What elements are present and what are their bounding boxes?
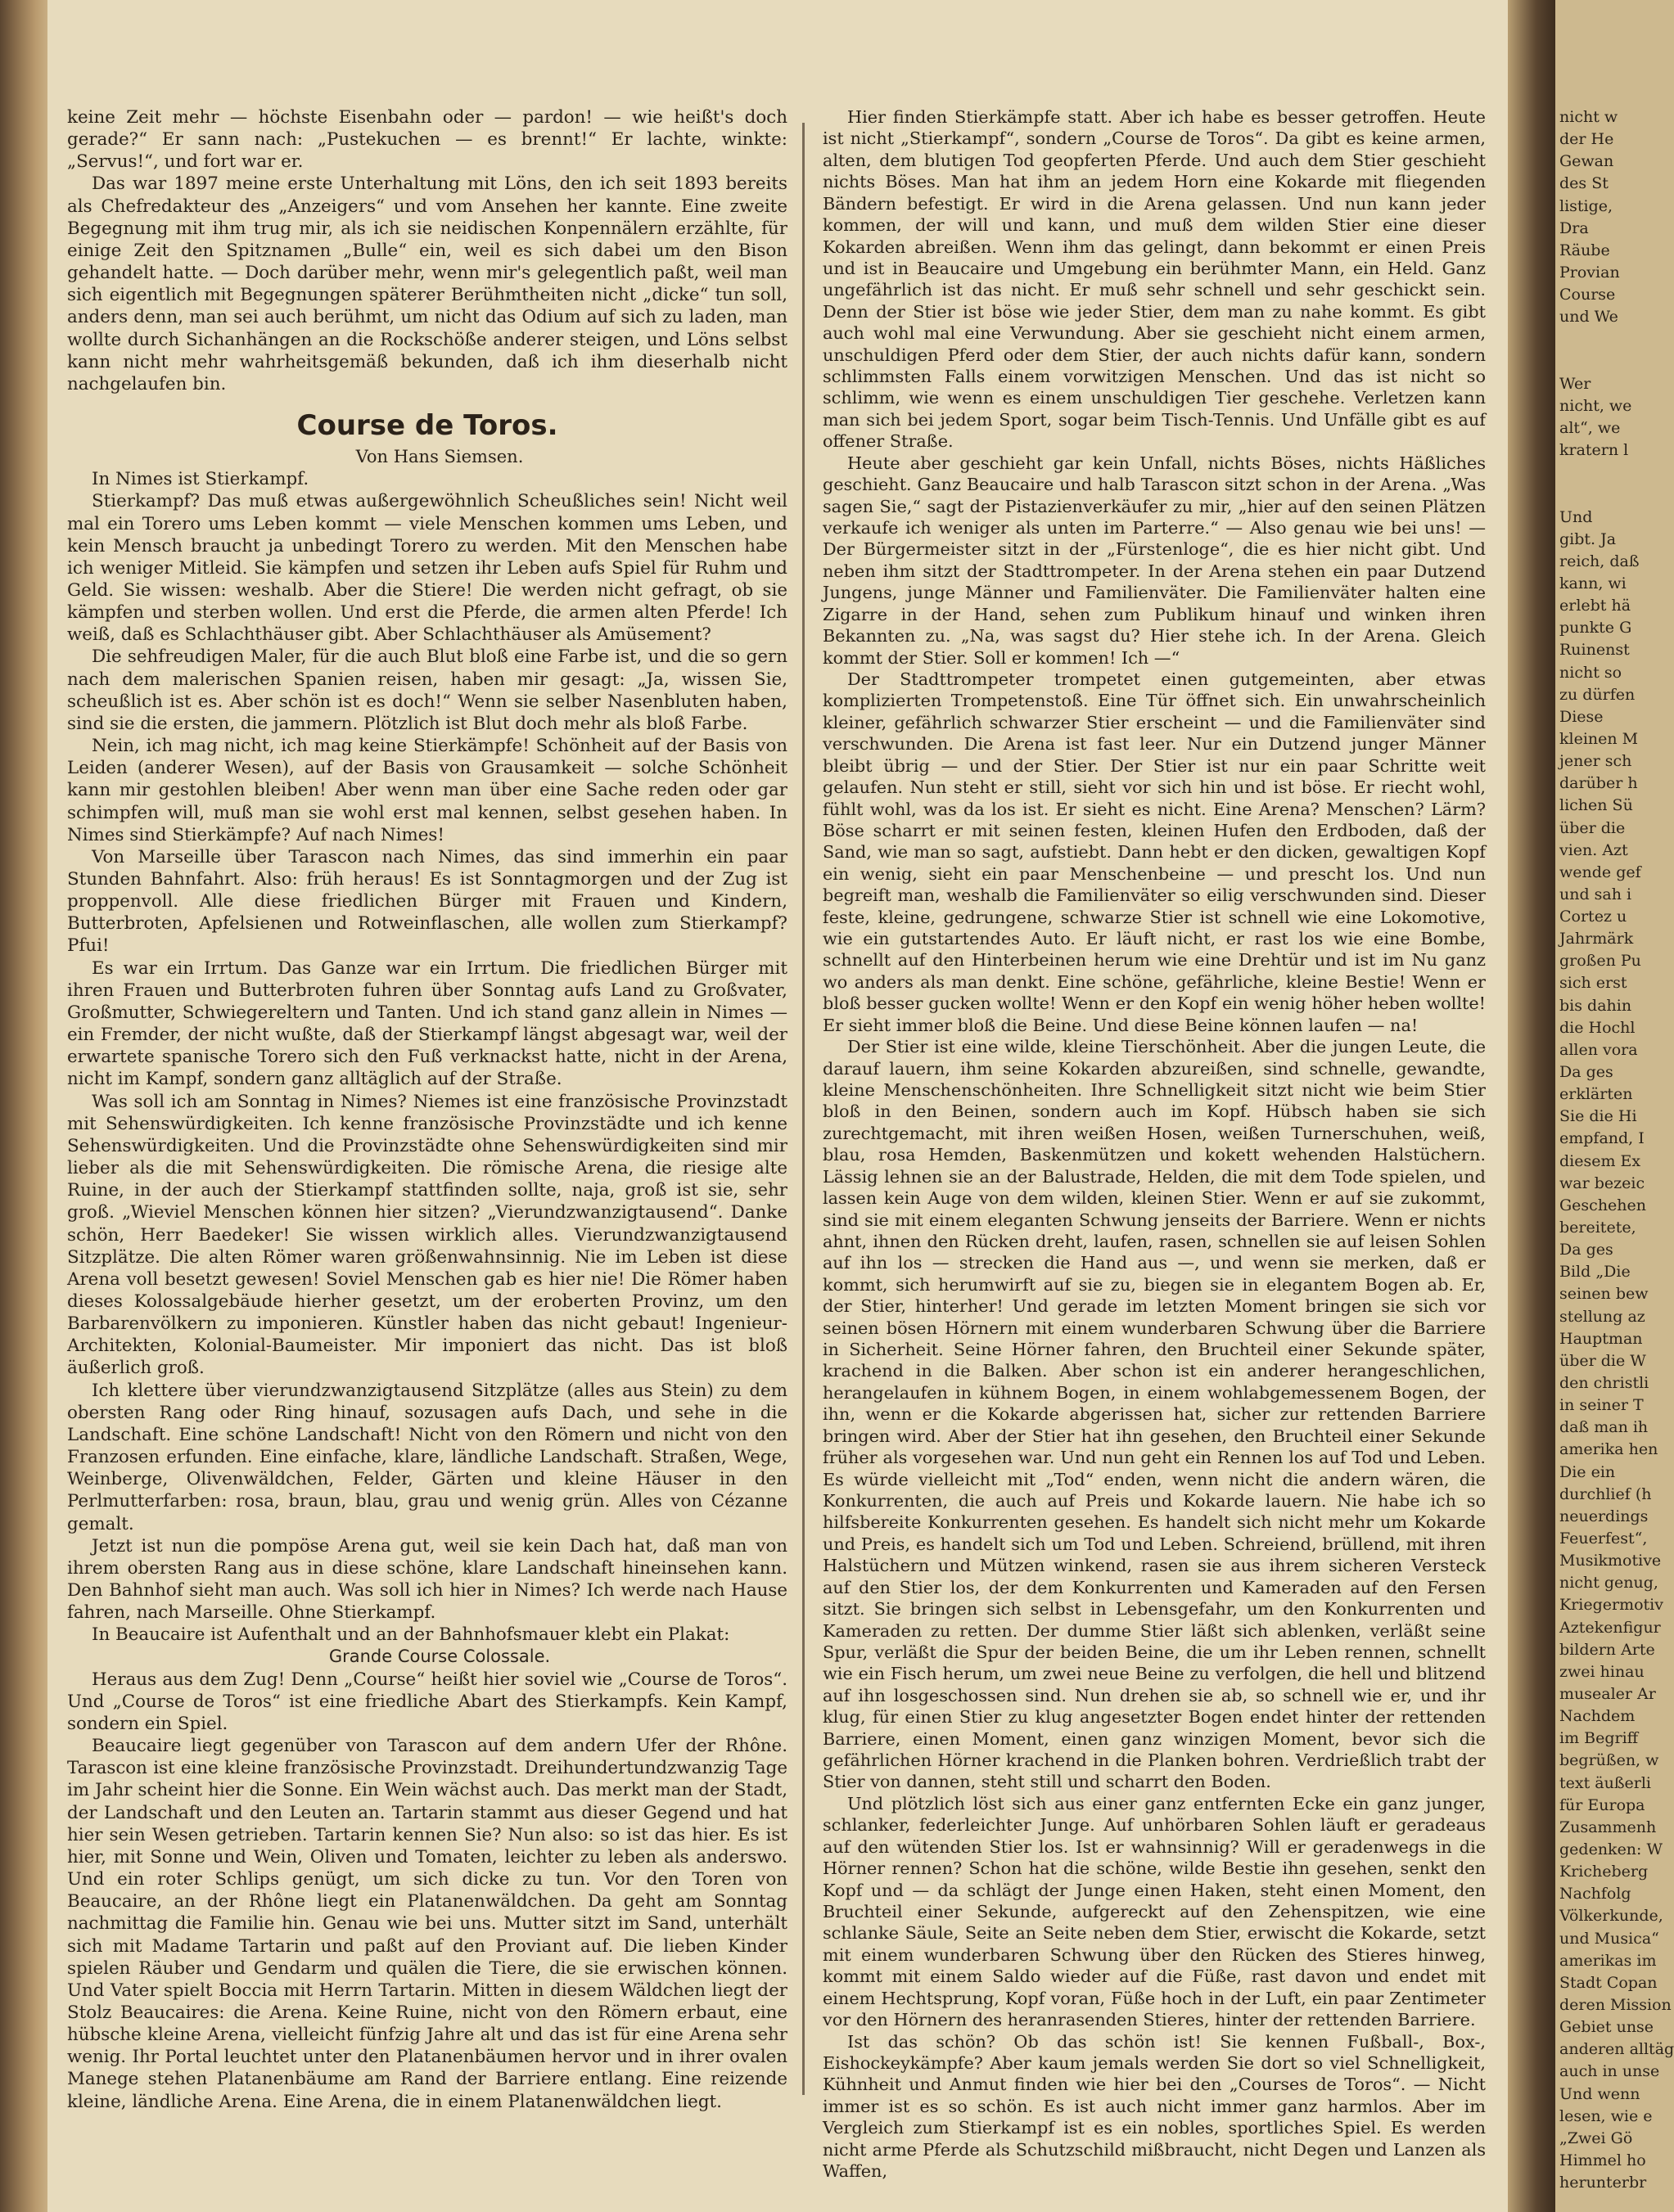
right-column-line: alt“, we: [1559, 418, 1621, 437]
right-column-line: im Begriff: [1559, 1729, 1639, 1748]
right-column-line: Jahrmärk: [1559, 930, 1634, 948]
right-column-line: musealer Ar: [1559, 1684, 1656, 1703]
right-column-line: diesem Ex: [1559, 1151, 1641, 1170]
right-column-line: durchlief (h: [1559, 1484, 1652, 1503]
right-column-line: kratern l: [1559, 441, 1629, 460]
left-column: [67, 106, 787, 2113]
article-paragraph: Der Stier ist eine wilde, kleine Tierschönheit. Aber die jungen Leute, die darauf lauern, ihm seine Kokarden abzureißen, sind schnelle, gewandte, kleine Menschenschönheiten. Ihre Schnelligkeit sitzt nicht wie beim Stier bloß in den Beinen, sondern auch im Kopf. Hübsch haben sie sich zurechtgemacht, mit ihren weißen Hosen, weißen Turnerschuhen, weiß, blau, rosa Hemden, Baskenmützen und kokett wehenden Halstüchern. Lässig lehnen sie an der Balustrade, Helden, die mit dem Tode spielen, und lassen kein Auge von dem wilden, kleinen Stier. Wenn er auf sie zukommt, sind sie mit einem eleganten Schwung jenseits der Barriere. Wenn er nichts ahnt, ihnen den Rücken dreht, laufen, rasen, schnellen sie auf leisen Sohlen auf ihn los — strecken die Hand aus —, und wenn sie merken, daß er kommt, sich herumwirft auf sie zu, biegen sie in elegantem Bogen ab. Er, der Stier, hinterher! Und gerade im letzten Moment bringen sie sich vor seinen bösen Hörnern mit einem wunderbaren Schwung über die Barriere in Sicherheit. Seine Hörner fahren, den Bruchteil einer Sekunde später, krachend in die Balken. Aber schon ist ein anderer herangeschlichen, herangelaufen in kühnem Bogen, in einem wohlabgemessenem Bogen, der ihn, wenn er die Kokarde abgerissen hat, sicher zur rettenden Barriere bringen wird. Aber der Stier hat ihn gesehen, den Bruchteil einer Sekunde früher als vorgesehen war. Und nun geht ein Rennen los auf Tod und Leben. Es würde vielleicht mit „Tod“ enden, wenn nicht die andern wären, die Konkurrenten, die auch auf Preis und Kokarde lauern. Nie habe ich so hilfsbereite Konkurrenten gesehen. Es handelt sich nicht mehr um Kokarde und Preis, es handelt sich um Tod und Leben. Schreiend, brüllend, mit ihren Halstüchern und Mützen winkend, rasen sie aus ihrem sicheren Versteck auf den Stier los, der dem Konkurrenten und Kameraden auf den Fersen sitzt. Sie bringen sich selbst in Lebensgefahr, um den Konkurrenten und Kameraden zu retten. Der dumme Stier läßt sich ablenken, verläßt seine Spur, verläßt die Spur der beiden Beine, die um ihr Leben rennen, schnellt wie ein Fisch herum, um zwei neue Beine zu verfolgen, die hell und blitzend auf ihn losgeschossen sind. Nun drehen sie ab, so schnell wie er, und ihr klug, für einen Stier zu klug angesetzter Bogen endet hinter der rettenden Barriere, einen Moment, einen ganz winzigen Moment, bevor sich die gefährlichen Hörner krachend in die Planken bohren. Verdrießlich trabt der Stier von dannen, steht still und scharrt den Boden.: [823, 1037, 1486, 1792]
article-paragraph: In Beaucaire ist Aufenthalt und an der Bahnhofsmauer klebt ein Plakat:: [92, 1624, 730, 1646]
right-column-line: erklärten: [1559, 1085, 1633, 1104]
right-column-line: Und: [1559, 507, 1593, 526]
right-column-line: Sie die Hi: [1559, 1107, 1637, 1126]
right-column-line: erlebt hä: [1559, 597, 1631, 615]
right-column-line: [1559, 328, 1637, 350]
article-byline: Von Hans Siemsen.: [355, 447, 524, 467]
right-column-line: Ruinenst: [1559, 641, 1630, 660]
right-column-line: nicht, we: [1559, 396, 1632, 415]
right-column-line: daß man ih: [1559, 1418, 1649, 1437]
article-paragraph: Was soll ich am Sonntag in Nimes? Niemes ist eine französische Provinzstadt mit Sehenswürdigkeiten. Ich kenne französische Provinzstädte und ich kenne Sehenswürdigkeiten. Und die Provinzstädte ohne Sehenswürdigkeiten sind mir lieber als die mit Sehenswürdigkeiten. Die römische Arena, die riesige alte Ruine, in der auch der Stierkampf stattfinden sollte, naja, groß ist sie, sehr groß. „Wieviel Menschen können hier sitzen? „Vierundzwanzigtausend“. Danke schön, Herr Baedeker! Sie wissen wirklich alles. Vierundzwanzigtausend Sitzplätze. Die alten Römer waren größenwahnsinnig. Nie im Leben ist diese Arena voll besetzt gewesen! Soviel Menschen gab es hier nie! Die Römer haben dieses Kolossalgebäude hierher gesetzt, um der eroberten Provinz, um den Barbarenvölkern zu imponieren. Künstler haben das nicht gebaut! Ingenieur-Architekten, Kolonial-Baumeister. Mir imponiert das nicht. Das ist bloß äußerlich groß.: [67, 1091, 787, 1379]
right-column-line: Nachdem: [1559, 1707, 1636, 1726]
right-column-line: auch in unse: [1559, 2062, 1660, 2081]
right-column-line: amerika hen: [1559, 1440, 1658, 1459]
right-column-line: Und wenn: [1559, 2084, 1640, 2103]
right-column-line: Feuerfest“,: [1559, 1529, 1648, 1547]
right-column-line: Course: [1559, 286, 1616, 304]
right-column-line: herunterbr: [1559, 2174, 1647, 2192]
right-column-line: Zusammenh: [1559, 1818, 1657, 1836]
right-column-line: bildern Arte: [1559, 1640, 1655, 1659]
article-paragraph: Nein, ich mag nicht, ich mag keine Stierkämpfe! Schönheit auf der Basis von Leiden (anderer Wesen), auf der Basis von Grausamkeit — solche Schönheit kann mir gestohlen bleiben! Aber wenn man über eine Sache reden oder gar schimpfen will, muß man sie wohl erst mal kennen, selbst gesehen haben. In Nimes sind Stierkämpfe? Auf nach Nimes!: [67, 736, 787, 845]
right-column-line: sich erst: [1559, 974, 1627, 993]
right-column-line: gibt. Ja: [1559, 529, 1617, 548]
article-paragraph: Heraus aus dem Zug! Denn „Course“ heißt hier soviel wie „Course de Toros“. Und „Course de Toros“ ist eine friedliche Abart des Stierkampfs. Kein Kampf, sondern ein Spiel.: [67, 1669, 787, 1734]
right-column-line: begrüßen, w: [1559, 1751, 1659, 1770]
right-column-line: neuerdings: [1559, 1507, 1649, 1525]
right-column-line: Bild „Die: [1559, 1263, 1631, 1282]
right-column-line: text äußerli: [1559, 1773, 1652, 1792]
right-column-line: jener sch: [1559, 752, 1632, 771]
right-column-line: in seiner T: [1559, 1396, 1644, 1415]
right-column-line: nicht w: [1559, 108, 1618, 126]
right-column-line: bis dahin: [1559, 996, 1632, 1015]
right-column-line: und sah i: [1559, 885, 1632, 903]
right-column-line: lesen, wie e: [1559, 2106, 1653, 2125]
article-paragraph: Die sehfreudigen Maler, für die auch Blut bloß eine Farbe ist, und die so gern nach dem malerischen Spanien reisen, haben mir gesagt: „Ja, wissen Sie, scheußlich ist es. Aber schön ist es doch!“ Wenn sie selber Nasenbluten haben, sind sie die ersten, die jammern. Plötzlich ist Blut doch mehr als bloß Farbe.: [67, 646, 787, 734]
right-column-line: seinen bew: [1559, 1285, 1649, 1304]
right-column-line: zu dürfen: [1559, 685, 1636, 704]
right-column-line: „Zwei Gö: [1559, 2129, 1633, 2147]
right-column-line: die Hochl: [1559, 1018, 1636, 1037]
right-column-line: nicht genug,: [1559, 1574, 1658, 1593]
right-column-line: kann, wi: [1559, 574, 1627, 592]
right-column-line: den christli: [1559, 1374, 1649, 1393]
article-title: Course de Toros.: [296, 409, 558, 443]
right-column-line: über die: [1559, 818, 1626, 837]
right-column-line: anderen alltäg: [1559, 2040, 1674, 2059]
right-column-line: Räube: [1559, 241, 1610, 259]
right-column-line: gedenken: W: [1559, 1840, 1663, 1858]
article-paragraph: Von Marseille über Tarascon nach Nimes, das sind immerhin ein paar Stunden Bahnfahrt. Also: früh heraus! Es ist Sonntagmorgen und der Zug ist proppenvoll. Alle diese friedlichen Bürger mit Frauen und Kindern, Butterbroten, Apfelsienen und Rotweinflaschen, alle wollen zum Stierkampf? Pfui!: [67, 846, 787, 957]
right-column-line: großen Pu: [1559, 952, 1641, 971]
right-column-line: Dra: [1559, 218, 1589, 237]
right-column-line: Aztekenfigur: [1559, 1618, 1661, 1637]
right-column-line: der He: [1559, 130, 1614, 149]
right-column-line: deren Mission: [1559, 1995, 1672, 2014]
poster-text: Grande Course Colossale.: [328, 1647, 551, 1667]
right-column-line: Gebiet unse: [1559, 2018, 1654, 2037]
article-paragraph: Ist das schön? Ob das schön ist! Sie kennen Fußball-, Box-, Eishockeykämpfe? Aber kaum jemals werden Sie dort so viel Schnelligkeit, Kühnheit und Anmut finden wie hier bei den „Courses de Toros“. — Nicht immer ist es so schön. Es ist auch nicht immer ganz harmlos. Aber im Vergleich zum Stierkampf ist es ein nobles, sportliches Spiel. Es werden nicht arme Pferde als Schutzschild mißbraucht, nicht Degen und Lanzen als Waffen,: [823, 2031, 1486, 2182]
right-column-line: Provian: [1559, 263, 1620, 282]
right-column-line: empfand, I: [1559, 1129, 1645, 1148]
right-column-line: und We: [1559, 308, 1618, 327]
right-column-line: Hauptman: [1559, 1329, 1643, 1348]
right-column-line: Gewan: [1559, 152, 1614, 171]
page-gutter-shadow: [1508, 0, 1555, 2212]
article-paragraph: Ich klettere über vierundzwanzigtausend Sitzplätze (alles aus Stein) zu dem obersten Rang oder Ring hinauf, sozusagen aufs Dach, und sehe in die Landschaft. Eine schöne Landschaft! Nicht von den Römern und nicht von den Franzosen erfunden. Eine einfache, klare, ländliche Landschaft. Straßen, Wege, Weinberge, Olivenwäldchen, Felder, Gärten und kleine Häuser in den Perlmutterfarben: rosa, braun, blau, grau und wenig grün. Alles von Cézanne gemalt.: [67, 1380, 787, 1534]
right-column-line: amerikas im: [1559, 1951, 1657, 1970]
right-column-line: Himmel ho: [1559, 2151, 1646, 2169]
column-rule: [802, 123, 805, 2095]
right-column-line: Da ges: [1559, 1241, 1613, 1259]
right-column-line: und Musica“: [1559, 1929, 1659, 1948]
article-paragraph: In Nimes ist Stierkampf.: [92, 469, 309, 490]
right-column-line: allen vora: [1559, 1040, 1638, 1059]
right-column-line: nicht so: [1559, 663, 1622, 682]
middle-column: [823, 106, 1486, 2183]
right-column-line: Geschehen: [1559, 1196, 1647, 1214]
article-paragraph: Der Stadttrompeter trompetet einen gutgemeinten, aber etwas komplizierten Trompetenstoß. Eine Tür öffnet sich. Ein unwahrscheinlich kleiner, gefährlich schwarzer Stier erscheint — und die Familienväter sind verschwunden. Die Arena ist fast leer. Nur ein Dutzend junger Männer bleibt übrig — und der Stier. Der Stier ist nur ein paar Schritte weit gelaufen. Nun steht er still, sieht vor sich hin und ist böse. Er riecht wohl, fühlt wohl, was da los ist. Er sieht es nicht. Eine Arena? Menschen? Lärm? Böse scharrt er mit seinen festen, kleinen Hufen den Erdboden, daß der Sand, wie man so sagt, aufstiebt. Dann hebt er den dicken, gewaltigen Kopf ein wenig, sieht ein paar Menschenbeine — und prescht los. Und nun begreift man, weshalb die Familienväter so eilig verschwunden sind. Dieser feste, kleine, gedrungene, schwarze Stier ist schnell wie eine Lokomotive, wie ein gutstartendes Auto. Er läuft nicht, er rast los wie eine Bombe, schnellt auf den Hinterbeinen herum wie eine Drehtür und ist im Nu ganz wo anders als man denkt. Eine schöne, gefährliche, kleine Bestie! Wenn er bloß besser gucken wollte! Wenn er den Kopf ein wenig höher heben wollte! Er sieht immer bloß die Beine. Und diese Beine können laufen — na!: [823, 669, 1486, 1035]
right-column-line: vien. Azt: [1559, 840, 1628, 859]
right-column-line: für Europa: [1559, 1795, 1645, 1814]
right-column-line: Kriegermotiv: [1559, 1596, 1663, 1615]
right-column-line: lichen Sü: [1559, 796, 1633, 815]
right-column-line: [1559, 351, 1637, 373]
right-column-line: stellung az: [1559, 1307, 1645, 1326]
right-column-line: Musikmotive: [1559, 1552, 1662, 1570]
book-spine: [0, 0, 47, 2212]
article-paragraph: Es war ein Irrtum. Das Ganze war ein Irrtum. Die friedlichen Bürger mit ihren Frauen und Butterbroten fuhren über Sonntag aufs Land zu Großvater, Großmutter, Schwiegereltern und Tanten. Und ich stand ganz allein in Nimes — ein Fremder, der nicht wußte, daß der Stierkampf längst abgesagt war, weil der erwartete spanische Torero sich den Fuß verknackst hatte, nicht in der Arena, nicht im Kampf, sondern ganz alltäglich auf der Straße.: [67, 957, 787, 1090]
right-column-line: Diese: [1559, 707, 1604, 726]
right-column-fragment: [1559, 106, 1674, 2194]
right-column-line: Cortez u: [1559, 908, 1627, 926]
right-column-line: punkte G: [1559, 619, 1632, 637]
right-column-line: kleinen M: [1559, 729, 1639, 748]
right-column-line: Wer: [1559, 374, 1591, 393]
article-paragraph: Jetzt ist nun die pompöse Arena gut, weil sie kein Dach hat, daß man von ihrem obersten Rang aus in diese schöne, klare Landschaft hineinsehen kann. Den Bahnhof sieht man auch. Was soll ich hier in Nimes? Ich werde nach Hause fahren, nach Marseille. Ohne Stierkampf.: [67, 1535, 787, 1624]
right-column-line: des St: [1559, 174, 1609, 193]
prev-article-paragraph: Das war 1897 meine erste Unterhaltung mit Löns, den ich seit 1893 bereits als Chefredakteur des „Anzeigers“ und vom Ansehen her kannte. Eine zweite Begegnung mit ihm trug mir, als ich sie neidischen Konpennälern erzählte, für einige Zeit den Spitznamen „Bulle“ ein, weil es sich dabei um den Bison gehandelt hatte. — Doch darüber mehr, wenn mir's gelegentlich paßt, weil man sich eigentlich mit Begegnungen späterer Berühmtheiten nicht „dicke“ tun soll, anders denn, man sei auch berühmt, um nicht das Odium auf sich zu laden, man wollte durch Sichanhängen an die Rockschöße anderer steigen, und Löns selbst kann nicht mehr wahrheitsgemäß bekunden, daß ich ihm dieserhalb nicht nachgelaufen bin.: [67, 173, 787, 394]
right-column-line: reich, daß: [1559, 552, 1640, 570]
article-paragraph: Und plötzlich löst sich aus einer ganz entfernten Ecke ein ganz junger, schlanker, federleichter Junge. Auf unhörbaren Sohlen läuft er geradeaus auf den wütenden Stier los. Ist er wahnsinnig? Will er geradenwegs in die Hörner rennen? Schon hat die schöne, wilde Bestie ihn gesehen, senkt den Kopf und — da schlägt der Junge einen Haken, steht einen Moment, den Bruchteil einer Sekunde, aufgereckt auf den Zehenspitzen, wie eine schlanke Säule, Seite an Seite neben dem Stier, erwischt die Kokarde, setzt mit einem wunderbaren Schwung über den Rücken des Stieres hinweg, kommt mit einem Saldo wieder auf die Füße, rast davon und endet mit einem Hechtsprung, Kopf voran, Füße hoch in der Luft, ein paar Zentimeter vor den Hörnern des heranrasenden Stieres, hinter der rettenden Barriere.: [823, 1793, 1486, 2030]
right-column-line: war bezeic: [1559, 1174, 1645, 1192]
article-paragraph: Hier finden Stierkämpfe statt. Aber ich habe es besser getroffen. Heute ist nicht „Stierkampf“, sondern „Course de Toros“. Da gibt es keine armen, alten, dem blutigen Tod geopferten Pferde. Und auch dem Stier geschieht nichts Böses. Man hat ihm an jedem Horn eine Kokarde mit fliegenden Bändern befestigt. Er wird in die Arena gelassen. Und nun kann jeder kommen, der will und kann, und muß dem wilden Stier eine dieser Kokarden abreißen. Wenn ihm das gelingt, dann bekommt er einen Preis und ist in Beaucaire und Umgebung ein berühmter Mann, ein Held. Ganz ungefährlich ist das nicht. Er muß sehr schnell und sehr geschickt sein. Denn der Stier ist böse wie jeder Stier, dem man zu nahe kommt. Es gibt auch wohl mal eine Verwundung. Aber sie geschieht nicht einem armen, unschuldigen Pferd oder dem Stier, der auch nichts dafür kann, sondern schlimmsten Falls einem vorwitzigen Menschen. Und das ist nicht so schlimm, wie wenn es einem unschuldigen Tier geschehe. Verletzen kann man sich bei jedem Sport, sogar beim Tisch-Tennis. Und Unfälle gibt es auf offener Straße.: [823, 107, 1486, 452]
right-column-line: Nachfolg: [1559, 1885, 1631, 1903]
right-column-line: listige,: [1559, 196, 1613, 215]
right-column-line: [1559, 462, 1637, 484]
right-column-line: Völkerkunde,: [1559, 1907, 1663, 1926]
right-column-line: Da ges: [1559, 1063, 1613, 1082]
right-column-line: [1559, 484, 1637, 506]
prev-article-paragraph: keine Zeit mehr — höchste Eisenbahn oder — pardon! — wie heißt's doch gerade?“ Er sann nach: „Pustekuchen — es brennt!“ Er lachte, winkte: „Servus!“, und fort war er.: [67, 107, 787, 173]
right-column-line: darüber h: [1559, 774, 1638, 793]
right-column-line: Kricheberg: [1559, 1863, 1649, 1881]
article-paragraph: Stierkampf? Das muß etwas außergewöhnlich Scheußliches sein! Nicht weil mal ein Torero ums Leben kommt — viele Menschen kommen ums Leben, und kein Mensch braucht ja unbedingt Torero zu werden. Mit den Menschen habe ich weniger Mitleid. Sie kämpfen und setzen ihr Leben aufs Spiel für Ruhm und Geld. Sie wissen: weshalb. Aber die Stiere! Die werden nicht gefragt, ob sie kämpfen und sterben wollen. Und erst die Pferde, die armen alten Pferde! Ich weiß, daß es Schlachthäuser gibt. Aber Schlachthäuser als Amüsement?: [67, 491, 787, 646]
article-paragraph: Beaucaire liegt gegenüber von Tarascon auf dem andern Ufer der Rhône. Tarascon ist eine kleine französische Provinzstadt. Dreihundertundzwanzig Tage im Jahr scheint hier die Sonne. Ein Wein wächst auch. Das merkt man der Stadt, der Landschaft und den Leuten an. Tartarin stammt aus dieser Gegend und hat hier sein Wesen getrieben. Tartarin kennen Sie? Nun also: so ist das hier. Es ist hier, mit Sonne und Wein, Oliven und Tomaten, leichter zu leben als anderswo. Und ein roter Schlips genügt, um sich dicke zu tun. Vor den Toren von Beaucaire, an der Rhône liegt ein Platanenwäldchen. Da geht am Sonntag nachmittag die Familie hin. Genau wie bei uns. Mutter sitzt im Sand, unterhält sich mit Madame Tartarin und paßt auf den Proviant auf. Die lieben Kinder spielen Räuber und Gendarm und quälen die Tiere, die sie erwischen können. Und Vater spielt Boccia mit Herrn Tartarin. Mitten in diesem Wäldchen liegt der Stolz Beaucaires: die Arena. Keine Ruine, nicht von den Römern erbaut, eine hübsche kleine Arena, vielleicht fünfzig Jahre alt und das ist für eine Arena sehr wenig. Ihr Portal leuchtet unter den Platanenbäumen hervor und in ihrer ovalen Manege stehen Platanenbäume am Rand der Barriere entlang. Eine reizende kleine, ländliche Arena. Eine Arena, die in einem Platanenwäldchen liegt.: [67, 1736, 787, 2112]
right-column-line: Die ein: [1559, 1462, 1616, 1481]
right-column-line: zwei hinau: [1559, 1662, 1645, 1681]
article-paragraph: Heute aber geschieht gar kein Unfall, nichts Böses, nichts Häßliches geschieht. Ganz Beaucaire und halb Tarascon sitzt schon in der Arena. „Was sagen Sie,“ sagt der Pistazienverkäufer zu mir, „hier auf den seinen Plätzen verkaufe ich weniger als unten im Parterre.“ — Also genau wie bei uns! — Der Bürgermeister sitzt in der „Fürstenloge“, die es hier nicht gibt. Und neben ihm sitzt der Stadttrompeter. In der Arena stehen ein paar Dutzend Jungens, junge Männer und Familienväter. Die Familienväter halten eine Zigarre in der Hand, sehen zum Publikum hinauf und winken ihren Bekannten zu. „Na, was sagst du? Hier stehe ich. In der Arena. Gleich kommt der Stier. Soll er kommen! Ich —“: [823, 453, 1486, 668]
right-column-line: über die W: [1559, 1351, 1646, 1370]
right-column-line: bereitete,: [1559, 1219, 1636, 1237]
right-column-line: wende gef: [1559, 863, 1641, 881]
right-column-line: Stadt Copan: [1559, 1973, 1658, 1992]
